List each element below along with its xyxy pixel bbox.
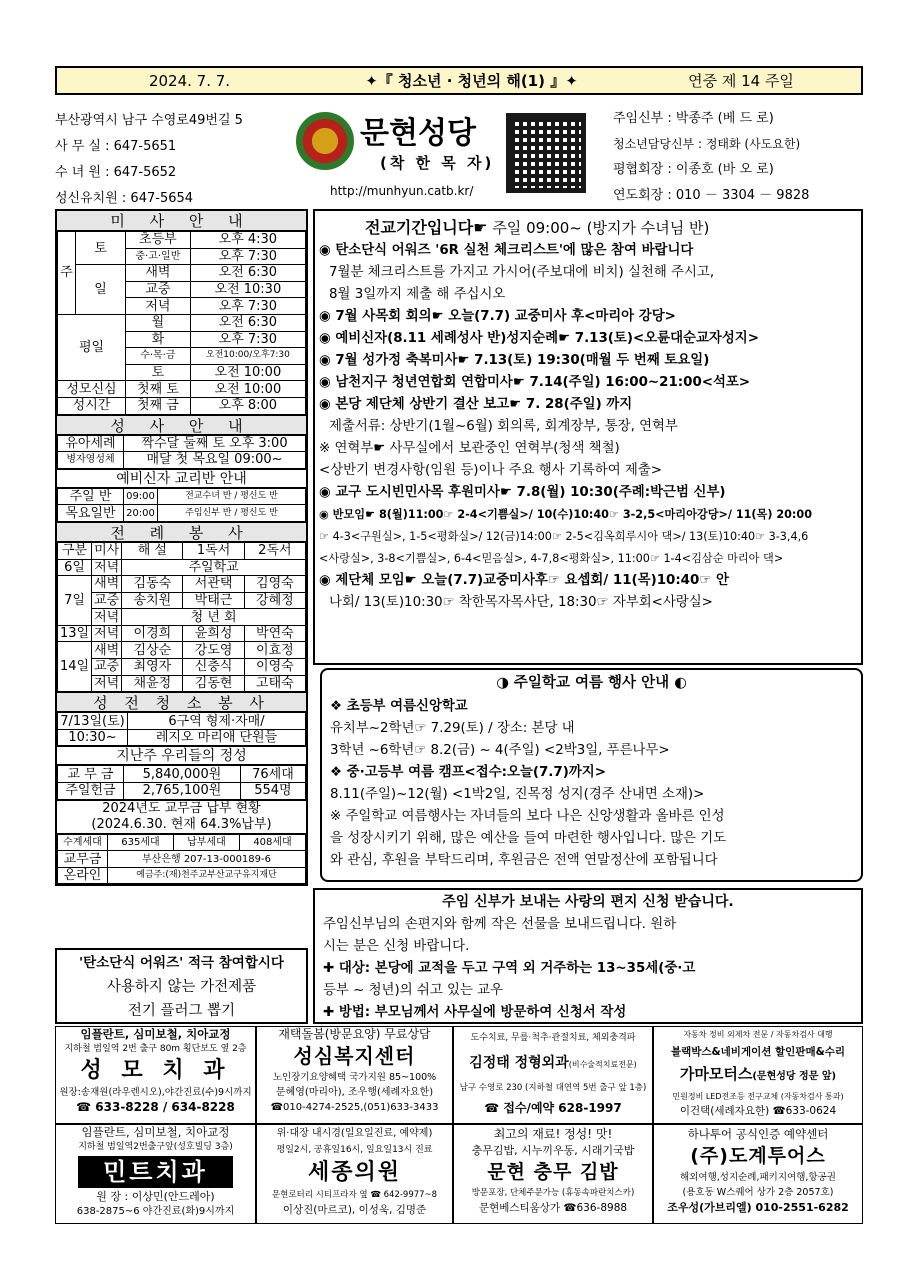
item-line: 을 성장시키기 위해, 많은 예산을 들여 마련한 행사입니다. 많은 기도 (330, 831, 727, 846)
letter-list (315, 914, 861, 1024)
service-title: 전 례 봉 사 (57, 522, 306, 542)
item-line: ◉ 제단체 모임☛ 오늘(7.7)교중미사후☞ 요셉회/ 11(목)10:40☞ 안 (319, 573, 729, 588)
ad-gama-motors[interactable]: 자동차 정비 외제차 전문 / 자동차검사 대행 블랙박스&네비게이션 할인판매&수리 가마모터스(문현성당 정문 앞) 민원정비 LED전조등 전구교체 (자동차검사 통과) 이건택(세례자요한) ☎633-0624 (653, 1026, 863, 1124)
letter-title: 주임 신부가 보내는 사랑의 편지 신청 받습니다. (442, 894, 734, 910)
church-name: 문현성당 (360, 116, 476, 151)
ad-dogye-tours[interactable]: 하나투어 공식인증 예약센터 (주)도계투어스 해외여행,성지순례,패키지여행,항공권 (용호동 W스퀘어 상가 2층 2057호) 조우성(가브리엘) 010-2551-6282 (653, 1124, 863, 1224)
pastor: 주임신부 : 박종주 (베 드 로) (613, 111, 774, 126)
item-line: 제출서류: 상반기(1월~6월) 회의록, 회계장부, 통장, 연혁부 (329, 419, 678, 434)
service-table: 구분 미사 해 설 1독서 2독서 6일 저녁 주일학교 7일 새벽 김동숙 서관택 김영숙 교중 송치원 박태근 강혜정 저녁 청 년 회 13일 저녁 이경희 윤희성 박연숙 14일 새벽 김상순 강도영 이효정 교중 최영자 신충식 이영숙 저녁 채윤정 김동현 고태숙 (57, 542, 306, 692)
pastor-letter (313, 888, 863, 1024)
catechumen-title: 예비신자 교리반 안내 (57, 469, 306, 488)
office-phone: 사 무 실 : 647-5651 (55, 139, 177, 154)
item-line: ◉ 7월 사목회 회의☛ 오늘(7.7) 교중미사 후<마리아 강당> (319, 309, 676, 324)
item-line: <상반기 변경사항(임원 등)이나 주요 행사 기록하여 제출> (319, 463, 663, 478)
item-line: 유치부~2학년☞ 7.29(토) / 장소: 본당 내 (330, 721, 575, 736)
school-title: ◑ 주일학교 여름 행사 안내 ◐ (496, 675, 687, 691)
item-line: 등부 ~ 청년)의 쉬고 있는 교우 (323, 983, 504, 998)
ad-sejong-clinic[interactable]: 위·대장 내시경(일요일진료, 예약제) 평일2시, 공휴일16시, 일요일13시 진료 세종의원 문현로터리 시티프라자 옆 ☎ 642-9977~8 이상진(마르코), 이성욱, 김명준 (256, 1124, 453, 1224)
item-line: 와 관심, 후원을 부탁드리며, 후원금은 전액 연말정산에 포함됩니다 (330, 853, 718, 868)
item-line: 8월 3일까지 제출 해 주십시오 (329, 287, 506, 302)
convent-phone: 수 녀 원 : 647-5652 (55, 165, 177, 180)
notice-list (315, 240, 861, 614)
school-list (322, 696, 861, 872)
youth-president: 연도회장 : 010 － 3304 － 9828 (613, 187, 810, 203)
left-column (55, 209, 308, 886)
item-line: 시는 분은 신청 바랍니다. (323, 939, 470, 954)
kinder-phone: 성신유치원 : 647-5654 (55, 191, 194, 206)
mass-schedule: 미 사 안 내 주 토 초등부 오후 4:30 중·고·일반 오후 7:30 일 새벽 오전 6:30 교중 오전 10:30 저녁 오후 7:30 평일 월 오전 6:30 화 오후 7:30 수·목·금 오전10:00/오후7:30 토 오전 10:00 성모신심 첫째 토 오전 10:00 성시간 첫째 금 오후 8:00 성 사 안 내 유아세례 짝수달 둘째 토 오후 3:00 병자영성체 매달 첫 목요일 09:00~ 예비신자 교리반 안내 주일 반 09:00 전교수녀 반 / 평신도 반 목요일반 20:00 주임신부 반 / 평신도 반 전 례 봉 사 구분 미사 해 설 1독서 2독서 6일 저녁 주일학교 7일 새벽 김동숙 서관택 김영숙 교중 송치원 박태근 강혜정 저녁 청 년 회 13일 저녁 이경희 윤희성 박연숙 14일 새벽 김상순 강도영 이효정 교중 최영자 신충식 이영숙 저녁 채윤정 김동현 고태숙 성 전 청 소 봉 사 7/13일(토) 6구역 형제·자매/ 10:30~ 레지오 마리애 단원들 지난주 우리들의 정성 교 무 금 5,840,000원 76세대 주일헌금 2,765,100원 554명 2024년도 교무금 납부 현황 (2024.6.30. 현재 64.3%납부) 수계세대 635세대 납부세대 408세대 교무금 부산은행 207-13-000189-6 온라인 예금주:(재)천주교부산교구유지재단 (57, 211, 306, 884)
item-line: ❖ 초등부 여름신앙학교 (330, 699, 468, 714)
church-contacts (55, 108, 243, 212)
school-events (320, 668, 863, 882)
ad-mint-dental[interactable]: 임플란트, 심미보철, 치아교정 지하철 범일역2번출구앞(성호빌딩 3층) 민트치과 원 장 : 이상민(안드레아) 638-2875~6 야간진료(화)9시까지 (55, 1124, 256, 1224)
church-logo-icon (296, 112, 354, 170)
ad-seongmo-dental[interactable]: 임플란트, 심미보철, 치아교정 지하철 범일역 2번 출구 80m 횡단보도 옆 2층 성 모 치 과 원장:송재원(라우렌시오),야간진료(수)9시까지 ☎ 633-8228 / 634-8228 (55, 1026, 256, 1124)
item-line: 8.11(주일)~12(월) <1박2일, 진목정 성지(경주 산내면 소재)> (330, 787, 705, 802)
ad-kim-orthopedics[interactable]: 도수치료, 무릎·척추·관절치료, 체외충격파 김정태 정형외과(비수술적치료전문) 남구 수영로 230 (지하철 대연역 5번 출구 앞 1층) ☎ 접수/예약 628-1997 (453, 1026, 653, 1124)
address: 부산광역시 남구 수영로49번길 5 (55, 113, 243, 128)
tithe-title: 2024년도 교무금 납부 현황 (2024.6.30. 현재 64.3%납부) (57, 800, 306, 834)
item-line: 3학년 ~6학년☞ 8.2(금) ~ 4(주일) <2박3일, 푸른나무> (330, 743, 670, 758)
sacrament-title: 성 사 안 내 (57, 415, 306, 435)
qr-code-icon[interactable] (506, 113, 586, 193)
carbon-slogan: '탄소단식 어워즈' 적극 참여합시다 사용하지 않는 가전제품 전기 플러그 뽑기 (55, 948, 308, 1024)
staff-list (613, 106, 809, 208)
church-url[interactable]: http://munhyun.catb.kr/ (330, 184, 474, 198)
item-line: ❖ 중·고등부 여름 캠프<접수:오늘(7.7)까지> (330, 765, 606, 780)
item-line: <사랑실>, 3-8<기쁨실>, 6-4<믿음실>, 4-7,8<평화실>, 11:00☞ 1-4<김삼순 마리아 댁> (319, 552, 784, 565)
ad-chungmu-gimbap[interactable]: 최고의 재료! 정성! 맛! 충무김밥, 시누끼우동, 시래기국밥 문현 충무 김밥 방문포장, 단체주문가능 (휴동속파란치스카) 문현베스티움상가 ☎636-8988 (453, 1124, 653, 1224)
council-president: 평협회장 : 이종호 (바 오 로) (613, 162, 774, 177)
item-line: ◉ 반모임☛ 8(월)11:00☞ 2-4<기쁨실>/ 10(수)10:40☞ 3-2,5<마리아강당>/ 11(목) 20:00 (319, 508, 812, 521)
item-line: ◉ 교구 도시빈민사목 후원미사☛ 7.8(월) 10:30(주례:박근범 신부) (319, 485, 726, 500)
bulletin-date: 2024. 7. 7. (148, 71, 231, 90)
item-line: ※ 연혁부☛ 사무실에서 보관중인 연혁부(청색 책철) (319, 441, 620, 456)
item-line: 나회/ 13(토)10:30☞ 착한목자목사단, 18:30☞ 자부회<사랑실> (329, 595, 713, 610)
item-line: ◉ 탄소단식 어워즈 '6R 실천 체크리스트'에 많은 참여 바랍니다 (319, 243, 694, 258)
church-subtitle: (착 한 목 자) (380, 154, 495, 172)
notice-title: 전교기간입니다☛ 주일 09:00~ (방지가 수녀님 반) (365, 218, 710, 237)
item-line: ☞ 4-3<구원실>, 1-5<평화실>/ 12(금)14:00☞ 2-5<김옥희루시아 댁>/ 13(토)10:40☞ 3-3,4,6 (319, 530, 809, 543)
ad-seongsim-welfare[interactable]: 재택돌봄(방문요양) 무료상담 성심복지센터 노인장기요양혜택 국가지원 85~100% 문혜영(마리아), 조우행(세례자요한) ☎010-4274-2525,(051)633-3433 (256, 1026, 453, 1124)
offering-title: 지난주 우리들의 정성 (57, 746, 306, 765)
item-line: ◉ 예비신자(8.11 세례성사 반)성지순례☛ 7.13(토)<오륜대순교자성지> (319, 331, 759, 346)
item-line: ✚ 대상: 본당에 교적을 두고 구역 외 거주하는 13~35세(중·고 (323, 961, 696, 976)
jui: 주 (58, 232, 76, 315)
item-line: 주임신부님의 손편지와 함께 작은 선물을 보내드립니다. 원하 (323, 917, 677, 932)
liturgical-week: 연중 제 14 주일 (688, 72, 794, 90)
youth-priest: 청소년담당신부 : 정태화 (사도요한) (613, 136, 801, 151)
item-line: ◉ 7월 성가정 축복미사☛ 7.13(토) 19:30(매월 두 번째 토요일) (319, 353, 710, 368)
mass-title: 미 사 안 내 (57, 211, 306, 231)
item-line: 7월분 체크리스트를 가지고 가시어(주보대에 비치) 실천해 주시고, (329, 265, 715, 280)
cleaning-title: 성 전 청 소 봉 사 (57, 692, 306, 712)
item-line: ✚ 방법: 부모님께서 사무실에 방문하여 신청서 작성 (323, 1005, 627, 1020)
notices (313, 209, 863, 665)
item-line: ◉ 남천지구 청년연합회 연합미사☛ 7.14(주일) 16:00~21:00<석포> (319, 375, 751, 390)
top-banner (55, 66, 863, 95)
year-theme: ✦『 청소년 · 청년의 해(1) 』✦ (365, 72, 578, 90)
item-line: ※ 주일학교 여름행사는 자녀들의 보다 나은 신앙생활과 올바른 인성 (330, 809, 725, 824)
item-line: ◉ 본당 제단체 상반기 결산 보고☛ 7. 28(주일) 까지 (319, 397, 633, 412)
